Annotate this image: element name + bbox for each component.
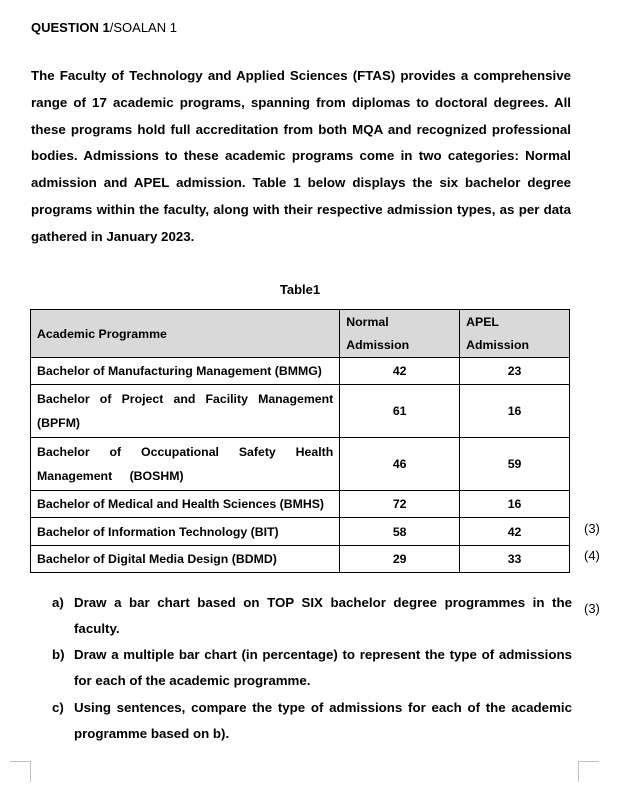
table-row xyxy=(31,358,570,385)
sub-question-text: Draw a bar chart based on TOP SIX bachelor degree programmes in the faculty. xyxy=(74,595,572,636)
table-caption: Table1 xyxy=(279,282,321,297)
page-corner-mark-right xyxy=(578,761,599,782)
programme-cell: Bachelor of Medical and Health Sciences (BMHS) xyxy=(31,491,340,518)
question-heading xyxy=(31,20,177,35)
programme-cell xyxy=(31,385,340,438)
question-number: QUESTION 1 xyxy=(31,20,110,35)
sub-question-c xyxy=(52,695,572,747)
sub-question-a xyxy=(52,590,572,642)
header-normal-admission xyxy=(340,310,460,358)
apel-cell: 42 xyxy=(460,518,570,546)
programme-text: Bachelor of Project and Facility Management (BPFM) xyxy=(37,392,334,430)
header-normal-top: Normal xyxy=(346,314,389,329)
header-apel-admission xyxy=(460,310,570,358)
page-corner-mark-left xyxy=(10,761,31,782)
apel-cell: 16 xyxy=(460,385,570,438)
admissions-table xyxy=(30,309,570,573)
apel-cell: 59 xyxy=(460,438,570,491)
intro-paragraph: The Faculty of Technology and Applied Sciences (FTAS) provides a comprehensive range of 17 academic programs, spanning from diplomas to doctoral degrees. All these programs hold full accreditation from both MQA and recognized professional bodies. Admissions to these academic programs come in two categories: Normal admission and APEL admission. Table 1 below displays the six bachelor degree programs within the faculty, along with their respective admission types, as per data gathered in January 2023. xyxy=(31,68,571,244)
sub-question-b xyxy=(52,642,572,694)
header-normal-bottom: Admission xyxy=(346,337,410,352)
table-row xyxy=(31,546,570,573)
programme-cell xyxy=(31,438,340,491)
normal-cell: 46 xyxy=(340,438,460,491)
mark-label: (4) xyxy=(584,548,600,563)
programme-cell: Bachelor of Information Technology (BIT) xyxy=(31,518,340,546)
normal-cell: 42 xyxy=(340,358,460,385)
table-row xyxy=(31,438,570,491)
apel-cell: 16 xyxy=(460,491,570,518)
table-row xyxy=(31,385,570,438)
sub-question-label: a) xyxy=(52,595,64,610)
sub-question-text: Using sentences, compare the type of admissions for each of the academic programme based on b). xyxy=(74,700,572,741)
apel-cell: 23 xyxy=(460,358,570,385)
sub-question-text: Draw a multiple bar chart (in percentage) to represent the type of admissions for each of the academic programme. xyxy=(74,647,572,688)
question-translation: /SOALAN 1 xyxy=(109,20,177,35)
sub-question-label: b) xyxy=(52,647,65,662)
mark-label: (3) xyxy=(584,521,600,536)
header-apel-top: APEL xyxy=(466,314,499,329)
programme-cell: Bachelor of Manufacturing Management (BMMG) xyxy=(31,358,340,385)
normal-cell: 72 xyxy=(340,491,460,518)
sub-question-label: c) xyxy=(52,700,64,715)
apel-cell: 33 xyxy=(460,546,570,573)
table-row xyxy=(31,518,570,546)
normal-cell: 58 xyxy=(340,518,460,546)
table-row xyxy=(31,491,570,518)
mark-label: (3) xyxy=(584,601,600,616)
header-apel-bottom: Admission xyxy=(466,337,529,352)
normal-cell: 29 xyxy=(340,546,460,573)
programme-cell: Bachelor of Digital Media Design (BDMD) xyxy=(31,546,340,573)
header-programme: Academic Programme xyxy=(31,310,340,358)
programme-text: Bachelor of Occupational Safety Health Management (BOSHM) xyxy=(37,445,334,483)
normal-cell: 61 xyxy=(340,385,460,438)
table-header-row xyxy=(31,310,570,358)
